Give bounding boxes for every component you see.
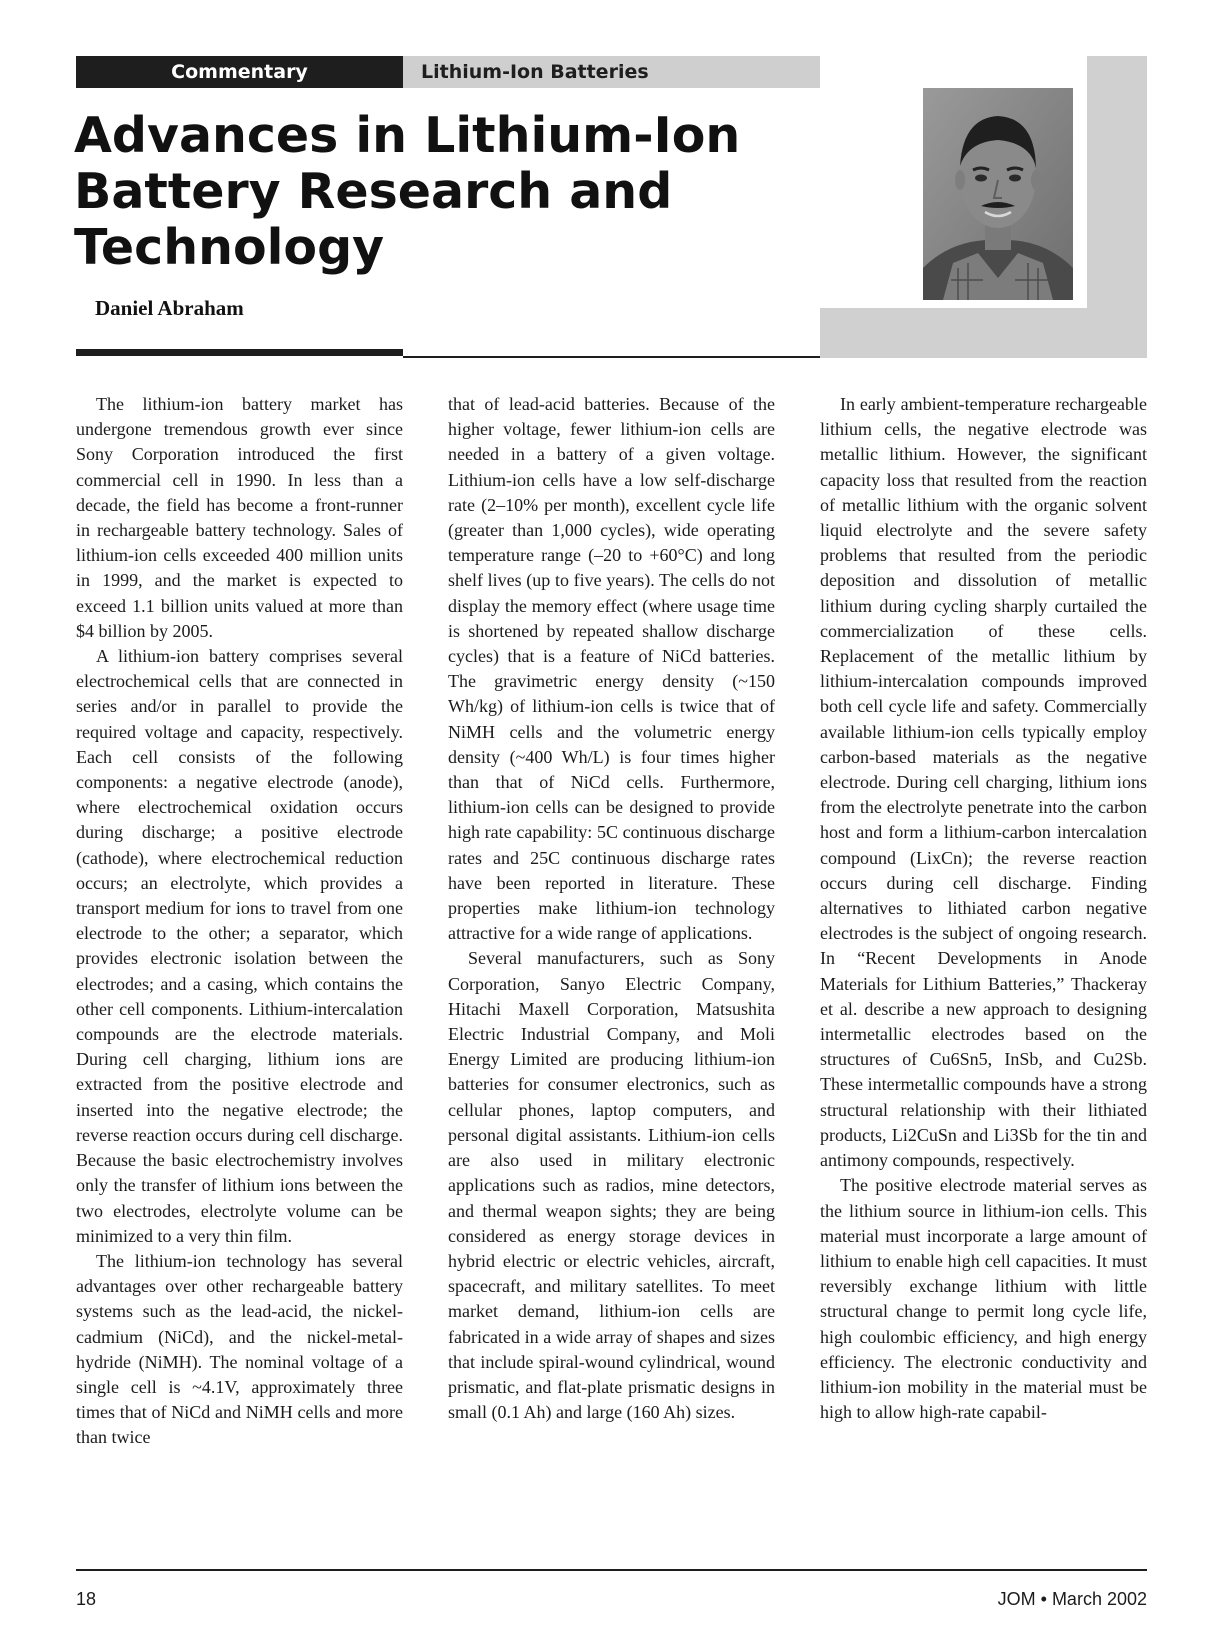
author-photo — [923, 88, 1073, 300]
author-name: Daniel Abraham — [95, 296, 244, 320]
journal-issue: JOM • March 2002 — [997, 1589, 1147, 1609]
paragraph: The positive electrode material serves as the lithium source in lithium-ion cells. This material must incorporate a large amount of lithium to enable high cell capacities. It must reversibly exchange lithium with little structural change to permit long cycle life, high coulombic efficiency, and high energy efficiency. The electronic conductivity and lithium-ion mobility in the material must be high to allow high-rate capabil- — [820, 1175, 1147, 1423]
title-rule-thick — [76, 349, 403, 356]
page-number: 18 — [76, 1589, 97, 1609]
title-rule-thin — [403, 356, 820, 358]
paragraph: The lithium-ion technology has several advantages over other rechargeable battery systems such as the lead-acid, the nickel-cadmium (NiCd), and the nickel-metal-hydride (NiMH). The nominal voltage of a single cell is ~4.1V, approximately three times that of NiCd and NiMH cells and more than twice — [76, 1250, 403, 1448]
paragraph: A lithium-ion battery comprises several electrochemical cells that are connected in series and/or in parallel to provide the required voltage and capacity, respectively. Each cell consists of the following components: a negative electrode (anode), where electrochemical oxidation occurs during discharge; a positive electrode (cathode), where electrochemical reduction occurs; an electrolyte, which provides a transport medium for ions to travel from one electrode to the other; a separator, which provides electronic isolation between the electrodes; and a casing, which contains the other cell components. Lithium-intercalation compounds are the electrode materials. During cell charging, lithium ions are extracted from the positive electrode and inserted into the negative electrode; the reverse reaction occurs during cell discharge. Because the basic electrochemistry involves only the transfer of lithium ions between the two electrodes, electrolyte volume can be minimized to a very thin film. — [76, 646, 403, 1246]
footer-rule — [76, 1569, 1147, 1571]
paragraph: Several manufacturers, such as Sony Corporation, Sanyo Electric Company, Hitachi Maxell Corporation, Matsushita Electric Industrial Company, and Moli Energy Limited are producing lithium-ion batteries for consumer electronics, such as cellular phones, laptop computers, and personal digital assistants. Lithium-ion cells are also used in military electronic applications such as radios, mine detectors, and thermal weapon sights; they are being considered as energy storage devices in hybrid electric or electric vehicles, aircraft, spacecraft, and military satellites. To meet market demand, lithium-ion cells are fabricated in a wide array of shapes and sizes that include spiral-wound cylindrical, wound prismatic, and flat-plate prismatic designs in small (0.1 Ah) and large (160 Ah) sizes. — [448, 948, 775, 1423]
paragraph: that of lead-acid batteries. Because of the higher voltage, fewer lithium-ion cells are needed in a battery of a given voltage. Lithium-ion cells have a low self-discharge rate (2–10% per month), excellent cycle life (greater than 1,000 cycles), wide operating temperature range (–20 to +60°C) and long shelf lives (up to five years). The cells do not display the memory effect (where usage time is shortened by repeated shallow discharge cycles) that is a feature of NiCd batteries. The gravimetric energy density (~150 Wh/kg) of lithium-ion cells is twice that of NiMH cells and the volumetric energy density (~400 Wh/L) is four times higher than that of NiCd cells. Furthermore, lithium-ion cells can be designed to provide high rate capability: 5C continuous discharge rates and 25C continuous discharge rates have been reported in literature. These properties make lithium-ion technology attractive for a wide range of applications. — [448, 394, 775, 944]
article-title: Advances in Lithium-Ion Battery Research and Technology — [74, 107, 741, 276]
paragraph: In early ambient-temperature rechargeable lithium cells, the negative electrode was metallic lithium. However, the significant capacity loss that resulted from the reaction of metallic lithium with the organic solvent liquid electrolyte and the severe safety problems that resulted from the periodic deposition and dissolution of metallic lithium during cycling sharply curtailed the commercialization of these cells. Replacement of the metallic lithium by lithium-intercalation compounds improved both cell cycle life and safety. Commercially available lithium-ion cells typically employ carbon-based materials as the negative electrode. During cell charging, lithium ions from the electrolyte penetrate into the carbon host and form a lithium-carbon intercalation compound (LixCn); the reverse reaction occurs during cell discharge. Finding alternatives to lithiated carbon negative electrodes is the subject of ongoing research. In “Recent Developments in Anode Materials for Lithium Batteries,” Thackeray et al. describe a new approach to designing intermetallic electrodes based on the structures of Cu6Sn5, InSb, and Cu2Sb. These intermetallic compounds have a strong structural relationship with their lithiated products, Li2CuSn and Li3Sb for the tin and antimony compounds, respectively. — [820, 394, 1147, 1171]
column-2 — [448, 392, 775, 1560]
topic-label: Lithium-Ion Batteries — [403, 56, 820, 88]
paragraph: The lithium-ion battery market has undergone tremendous growth ever since Sony Corporation introduced the first commercial cell in 1990. In less than a decade, the field has become a front-runner in rechargeable battery technology. Sales of lithium-ion cells exceeded 400 million units in 1999, and the market is expected to exceed 1.1 billion units valued at more than $4 billion by 2005. — [76, 394, 403, 641]
column-1 — [76, 392, 403, 1560]
body-text — [76, 392, 1147, 1560]
author-photo-frame — [820, 56, 1147, 358]
section-label: Commentary — [76, 56, 403, 88]
column-3 — [820, 392, 1147, 1560]
